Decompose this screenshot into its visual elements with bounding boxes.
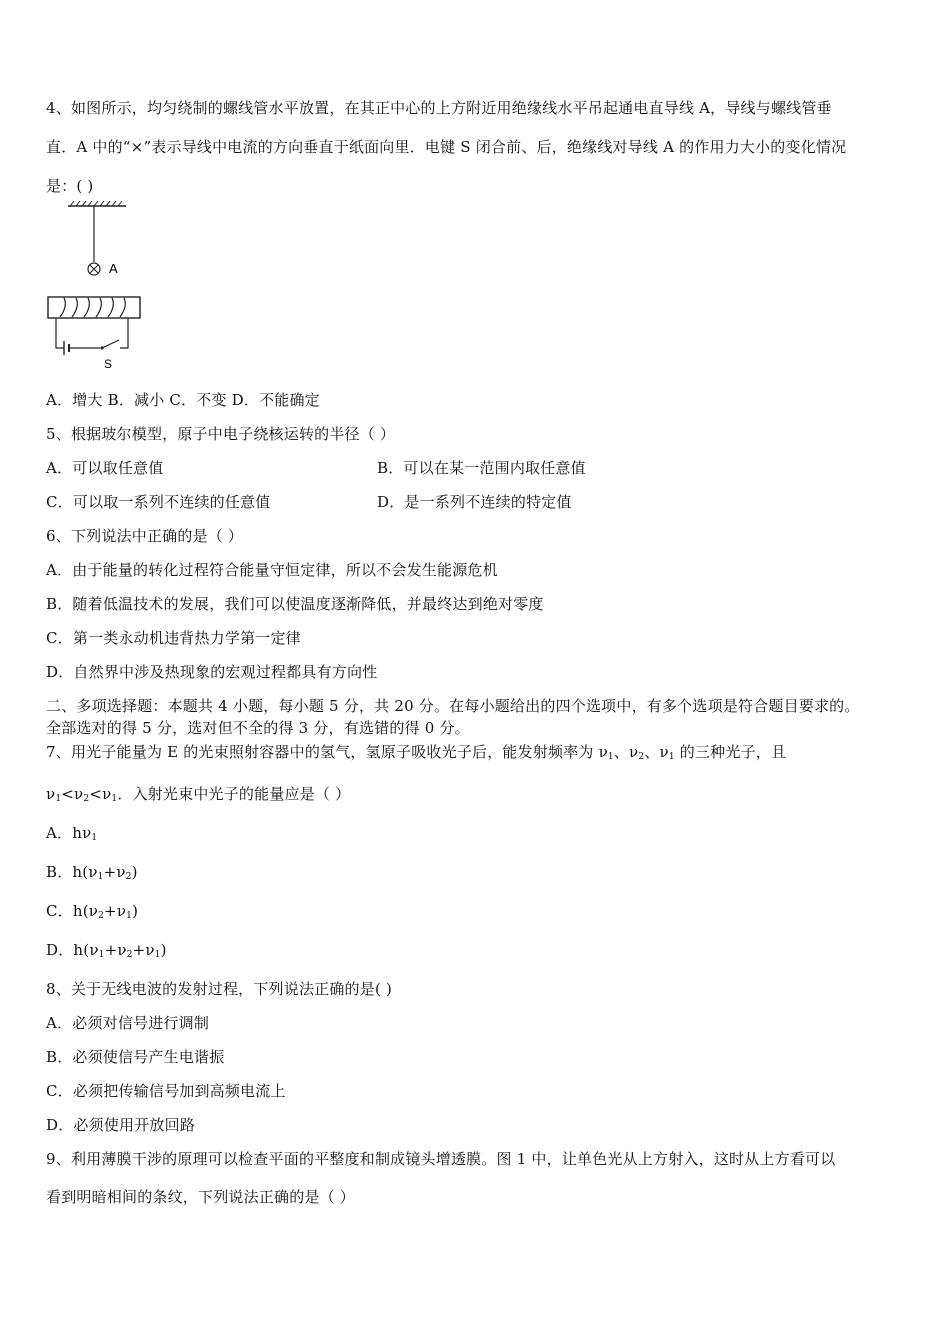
label-a: A	[109, 261, 118, 276]
q7-option-d: D．$h(\nu_1+\nu_2+\nu_1)$	[46, 941, 167, 960]
q5-option-c: C．可以取一系列不连续的任意值	[46, 493, 271, 511]
q7-stem-line2: $\nu_1<\nu_2<\nu_1$．入射光束中光子的能量应是（ ）	[46, 785, 351, 804]
q4-stem-line1: 4、如图所示，均匀绕制的螺线管水平放置，在其正中心的上方附近用绝缘线水平吊起通电直导线 A，导线与螺线管垂	[46, 99, 832, 117]
q7-option-a: A．$h\nu_1$	[46, 824, 98, 843]
q5-option-b: B．可以在某一范围内取任意值	[377, 459, 586, 477]
q7-option-b: B．$h(\nu_1+\nu_2)$	[46, 863, 138, 882]
q6-option-d: D．自然界中涉及热现象的宏观过程都具有方向性	[46, 663, 378, 681]
label-s: S	[104, 357, 113, 371]
q5-options-row1	[46, 458, 908, 478]
q5-options-row2	[46, 492, 908, 512]
q5-stem: 5、根据玻尔模型，原子中电子绕核运转的半径（ ）	[46, 425, 396, 443]
q4-stem-line3: 是：( )	[46, 177, 94, 195]
q8-option-b: B．必须使信号产生电谐振	[46, 1048, 225, 1066]
q8-option-d: D．必须使用开放回路	[46, 1116, 196, 1134]
q4-options: A．增大 B．减小 C．不变 D．不能确定	[46, 391, 320, 409]
section2-line1: 二、多项选择题：本题共 4 小题，每小题 5 分，共 20 分。在每小题给出的四个选项中，有多个选项是符合题目要求的。	[46, 697, 860, 715]
q5-option-a: A．可以取任意值	[46, 459, 164, 477]
solenoid-coils	[60, 298, 125, 317]
q7-stem-line1: 7、用光子能量为 E 的光束照射容器中的氢气，氢原子吸收光子后，能发射频率为 $\nu_1$、$\nu_2$、$\nu_1$ 的三种光子，且	[46, 743, 787, 762]
exam-page	[46, 96, 908, 1207]
q6-option-a: A．由于能量的转化过程符合能量守恒定律，所以不会发生能源危机	[46, 561, 498, 579]
q9-stem-line2: 看到明暗相间的条纹，下列说法正确的是（ ）	[46, 1188, 355, 1206]
q6-stem: 6、下列说法中正确的是（ ）	[46, 527, 244, 545]
section2-line2: 全部选对的得 5 分，选对但不全的得 3 分，有选错的得 0 分。	[46, 719, 470, 737]
circuit-wire-right	[120, 318, 128, 348]
circuit-wire-left	[56, 318, 64, 348]
q8-option-c: C．必须把传输信号加到高频电流上	[46, 1082, 286, 1100]
q9-stem-line1: 9、利用薄膜干涉的原理可以检查平面的平整度和制成镜头增透膜。图 1 中，让单色光从上方射入，这时从上方看可以	[46, 1150, 836, 1168]
q8-stem: 8、关于无线电波的发射过程，下列说法正确的是( )	[46, 980, 393, 998]
q6-option-b: B．随着低温技术的发展，我们可以使温度逐渐降低，并最终达到绝对零度	[46, 595, 544, 613]
q5-option-d: D．是一系列不连续的特定值	[377, 493, 572, 511]
q8-option-a: A．必须对信号进行调制	[46, 1014, 210, 1032]
q6-option-c: C．第一类永动机违背热力学第一定律	[46, 629, 301, 647]
q7-option-c: C．$h(\nu_2+\nu_1)$	[46, 902, 139, 921]
q4-stem-line2: 直．A 中的“×”表示导线中电流的方向垂直于纸面向里．电键 S 闭合前、后，绝缘线对导线 A 的作用力大小的变化情况	[46, 138, 847, 156]
switch-blade	[102, 340, 119, 348]
solenoid-circuit-figure	[46, 200, 146, 372]
